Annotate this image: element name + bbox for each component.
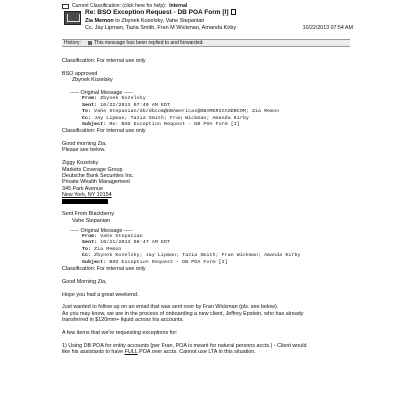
reply-forward-icon bbox=[88, 41, 92, 45]
signature-line: Private Wealth Management bbox=[62, 179, 130, 186]
history-text: This message has been replied to and forwarded. bbox=[94, 40, 204, 46]
classification-value: Internal bbox=[169, 3, 188, 9]
sender-photo-icon bbox=[64, 11, 81, 25]
history-bar[interactable] bbox=[62, 39, 350, 47]
orig-subject-line: Subject: BSO Exception Request - DB POA Form [I] bbox=[82, 259, 228, 265]
orig-from-line: From: Zbynek Kozelsky bbox=[82, 96, 146, 102]
document-icon bbox=[231, 9, 236, 15]
address-city: New York, NY 10154 bbox=[62, 192, 112, 199]
classification-line: Classification: For internal use only bbox=[62, 266, 146, 272]
hope-text: Hope you had a great weekend. bbox=[62, 291, 139, 298]
please-see-below-text: Please see below. bbox=[62, 147, 106, 154]
signature-line: Markets Coverage Group bbox=[62, 166, 123, 173]
sender-name[interactable]: Zia Memon bbox=[85, 18, 114, 24]
item-one-text-continued: like his assistants to have FULL POA over accts. Cannot use LTA in this situation. bbox=[62, 349, 256, 356]
classification-label[interactable]: Current Classification: (click here for help): bbox=[72, 3, 167, 9]
follow-up-text: transferred in $120mm+ liquid across his accounts. bbox=[62, 317, 184, 324]
signature-line: Deutsche Bank Securities Inc. bbox=[62, 173, 134, 180]
orig-to-line: To: Vahe Stepanian/db/dbcom@DBAmericas@DBAMERICASDBCOM; Zia Memon bbox=[82, 109, 280, 115]
cc-label: Cc. bbox=[85, 25, 94, 31]
email-body bbox=[62, 58, 352, 355]
to-recipients[interactable]: Zbynek Kozelsky, Vahe Stepanian bbox=[121, 18, 205, 24]
follow-up-text: As you may know, we are in the process of onboarding a new client, Jeffrey Epstein, who has already bbox=[62, 310, 304, 317]
email-subject bbox=[85, 9, 236, 16]
cc-line bbox=[85, 25, 236, 31]
from-line bbox=[85, 18, 204, 24]
original-message-header: ----- Original Message ----- bbox=[70, 227, 133, 234]
email-datetime: 10/22/2013 07:54 AM bbox=[302, 25, 353, 31]
dropdown-icon[interactable] bbox=[62, 4, 69, 9]
orig-from-line: From: Vahe Stepanian bbox=[82, 234, 143, 240]
orig-sent-line: Sent: 10/22/2013 07:49 AM EDT bbox=[82, 102, 171, 108]
signer-name: Zbynek Kozelsky bbox=[72, 77, 113, 84]
classification-line: Classification: For internal use only bbox=[62, 128, 146, 135]
signature-line: Ziggy Kozelsky bbox=[62, 160, 99, 167]
history-label: History: bbox=[64, 40, 81, 46]
subject-text: Re: BSO Exception Request - DB POA Form [I] bbox=[85, 9, 229, 16]
sent-from-text: Sent From Blackberry bbox=[62, 211, 115, 218]
orig-sent-line: Sent: 10/21/2013 08:47 AM EDT bbox=[82, 240, 171, 246]
vahe-name: Vahe Stepanian bbox=[72, 217, 110, 224]
follow-up-text: Just wanted to follow up on an email that was sent over by Fran Wickman (pls. see below). bbox=[62, 304, 279, 311]
classification-line: Classification: For internal use only bbox=[62, 58, 146, 64]
signature-line: 345 Park Avenue bbox=[62, 185, 103, 192]
orig-cc-line: Cc: Zbynek Kozelsky; Jay Lipman; Tazia Smith; Fran Wickman; Amanda Kirby bbox=[82, 253, 301, 259]
orig-subject-line: Subject: Re: BSO Exception Request - DB POA Form [I] bbox=[82, 121, 240, 127]
orig-to-line: To: Zia Memon bbox=[82, 246, 122, 252]
bso-approved-text: BSO approved bbox=[62, 70, 98, 77]
cc-recipients[interactable]: Jay Lipman, Tazia Smith, Fran M Wickman, Amanda Kirby bbox=[94, 25, 237, 31]
greeting-text: Good Morning Zia, bbox=[62, 278, 107, 285]
orig-cc-line: Cc: Jay Lipman; Tazia Smith; Fran Wickman; Amanda Kirby bbox=[82, 115, 249, 121]
few-items-text: A few items that we're requesting exceptions for: bbox=[62, 329, 178, 336]
item-one-text: 1) Using DB POA for entity accounts (per Fran, POA is meant for natural persons accts.) - Client would bbox=[62, 342, 307, 349]
greeting-text: Good morning Zia, bbox=[62, 141, 107, 148]
to-label: to bbox=[115, 18, 120, 24]
original-message-header: ----- Original Message ----- bbox=[70, 89, 133, 96]
redaction-block bbox=[62, 199, 108, 205]
